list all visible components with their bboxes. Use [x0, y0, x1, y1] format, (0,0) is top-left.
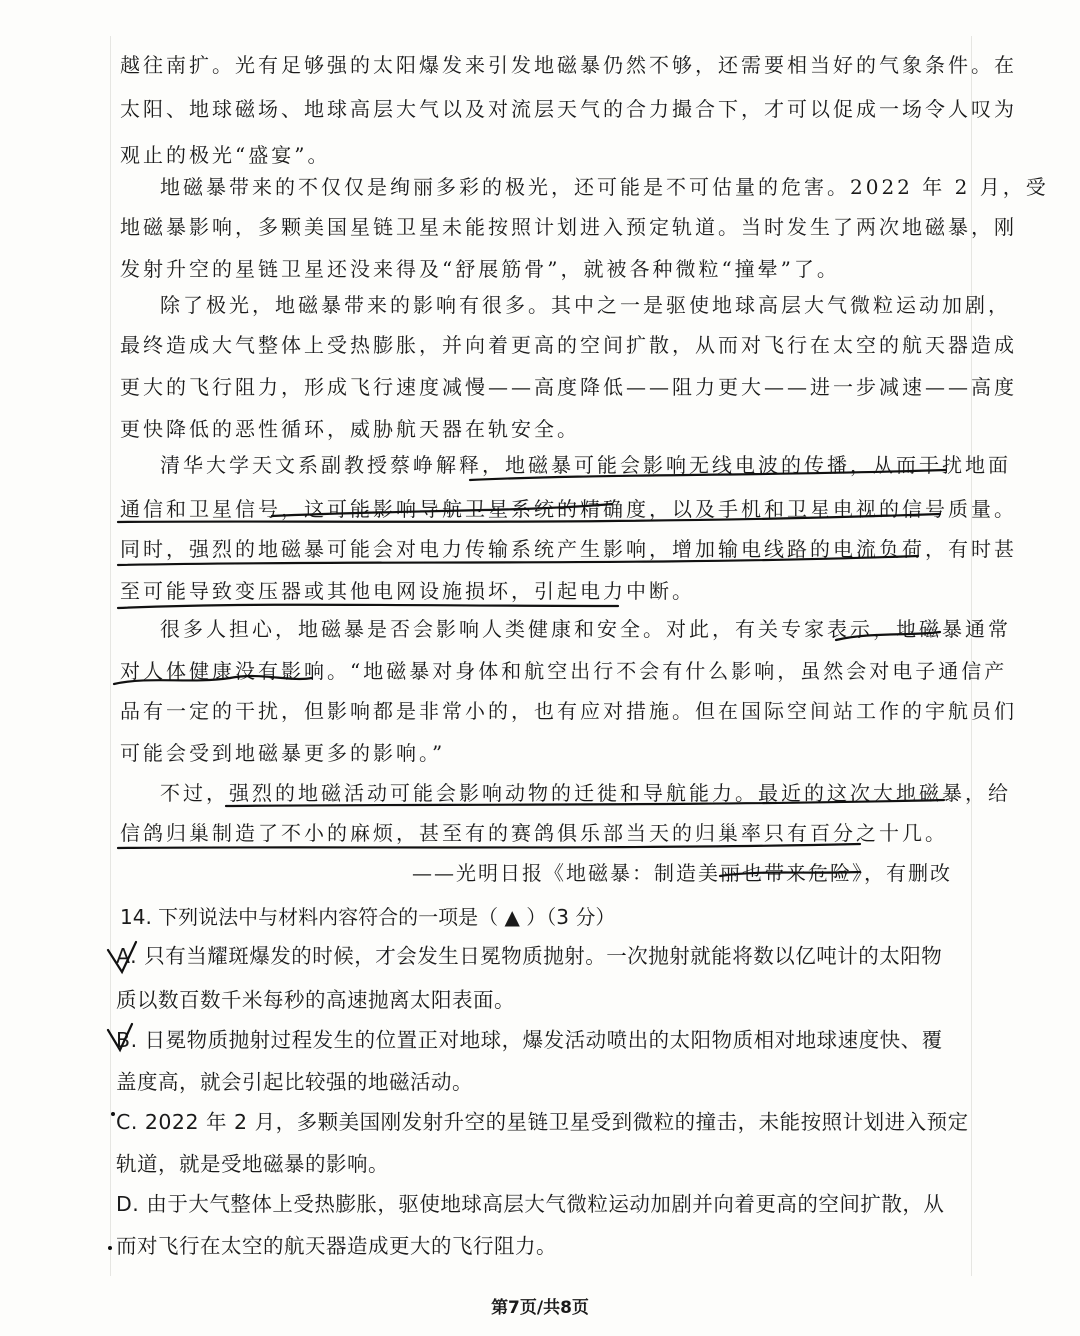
option-c-line: C. 2022 年 2 月，多颗美国刚发射升空的星链卫星受到微粒的撞击，未能按照计划进入预定: [116, 1110, 969, 1134]
passage-line: 最终造成大气整体上受热膨胀，并向着更高的空间扩散，从而对飞行在太空的航天器造成: [120, 333, 1017, 357]
passage-line: 可能会受到地磁暴更多的影响。”: [120, 741, 446, 765]
option-c-line: 轨道，就是受地磁暴的影响。: [116, 1152, 389, 1176]
question-stem: 14. 下列说法中与材料内容符合的一项是（ ▲ ）（3 分）: [120, 905, 616, 929]
passage-line: 信鸽归巢制造了不小的麻烦，甚至有的赛鸽俱乐部当天的归巢率只有百分之十几。: [120, 821, 948, 845]
passage-line: 地磁暴影响，多颗美国星链卫星未能按照计划进入预定轨道。当时发生了两次地磁暴，刚: [120, 215, 1017, 239]
passage-line: 不过，强烈的地磁活动可能会影响动物的迁徙和导航能力。最近的这次大地磁暴，给: [160, 781, 1011, 805]
passage-line: 通信和卫星信号，这可能影响导航卫星系统的精确度，以及手机和卫星电视的信号质量。: [120, 497, 1017, 521]
passage-line: 更快降低的恶性循环，威胁航天器在轨安全。: [120, 417, 580, 441]
option-d-line: D. 由于大气整体上受热膨胀，驱使地球高层大气微粒运动加剧并向着更高的空间扩散，从: [116, 1192, 945, 1216]
passage-line: 越往南扩。光有足够强的太阳爆发来引发地磁暴仍然不够，还需要相当好的气象条件。在: [120, 53, 1017, 77]
source-citation: ——光明日报《地磁暴：制造美丽也带来危险》，有删改: [412, 861, 952, 885]
option-d-line: 而对飞行在太空的航天器造成更大的飞行阻力。: [116, 1234, 557, 1258]
passage-line: 同时，强烈的地磁暴可能会对电力传输系统产生影响，增加输电线路的电流负荷，有时甚: [120, 537, 1017, 561]
passage-line: 至可能导致变压器或其他电网设施损坏，引起电力中断。: [120, 579, 695, 603]
option-b-line: B. 日冕物质抛射过程发生的位置正对地球，爆发活动喷出的太阳物质相对地球速度快、覆: [116, 1028, 943, 1052]
passage-line: 发射升空的星链卫星还没来得及“舒展筋骨”，就被各种微粒“撞晕”了。: [120, 257, 840, 281]
option-b-line: 盖度高，就会引起比较强的地磁活动。: [116, 1070, 473, 1094]
page-number: 第7页/共8页: [491, 1298, 589, 1318]
passage-line: 观止的极光“盛宴”。: [120, 143, 331, 167]
passage-line: 品有一定的干扰，但影响都是非常小的，也有应对措施。但在国际空间站工作的宇航员们: [120, 699, 1017, 723]
passage-line: 地磁暴带来的不仅仅是绚丽多彩的极光，还可能是不可估量的危害。2022 年 2 月，受: [160, 175, 1049, 199]
passage-line: 太阳、地球磁场、地球高层大气以及对流层天气的合力撮合下，才可以促成一场令人叹为: [120, 97, 1017, 121]
passage-line: 对人体健康没有影响。“地磁暴对身体和航空出行不会有什么影响，虽然会对电子通信产: [120, 659, 1008, 683]
passage-line: 很多人担心，地磁暴是否会影响人类健康和安全。对此，有关专家表示，地磁暴通常: [160, 617, 1011, 641]
passage-line: 更大的飞行阻力，形成飞行速度减慢——高度降低——阻力更大——进一步减速——高度: [120, 375, 1017, 399]
option-a-line: A. 只有当耀斑爆发的时候，才会发生日冕物质抛射。一次抛射就能将数以亿吨计的太阳物: [116, 944, 943, 968]
passage-line: 除了极光，地磁暴带来的影响有很多。其中之一是驱使地球高层大气微粒运动加剧，: [160, 293, 1011, 317]
passage-line: 清华大学天文系副教授蔡峥解释，地磁暴可能会影响无线电波的传播，从而干扰地面: [160, 453, 1011, 477]
option-a-line: 质以数百数千米每秒的高速抛离太阳表面。: [116, 988, 515, 1012]
